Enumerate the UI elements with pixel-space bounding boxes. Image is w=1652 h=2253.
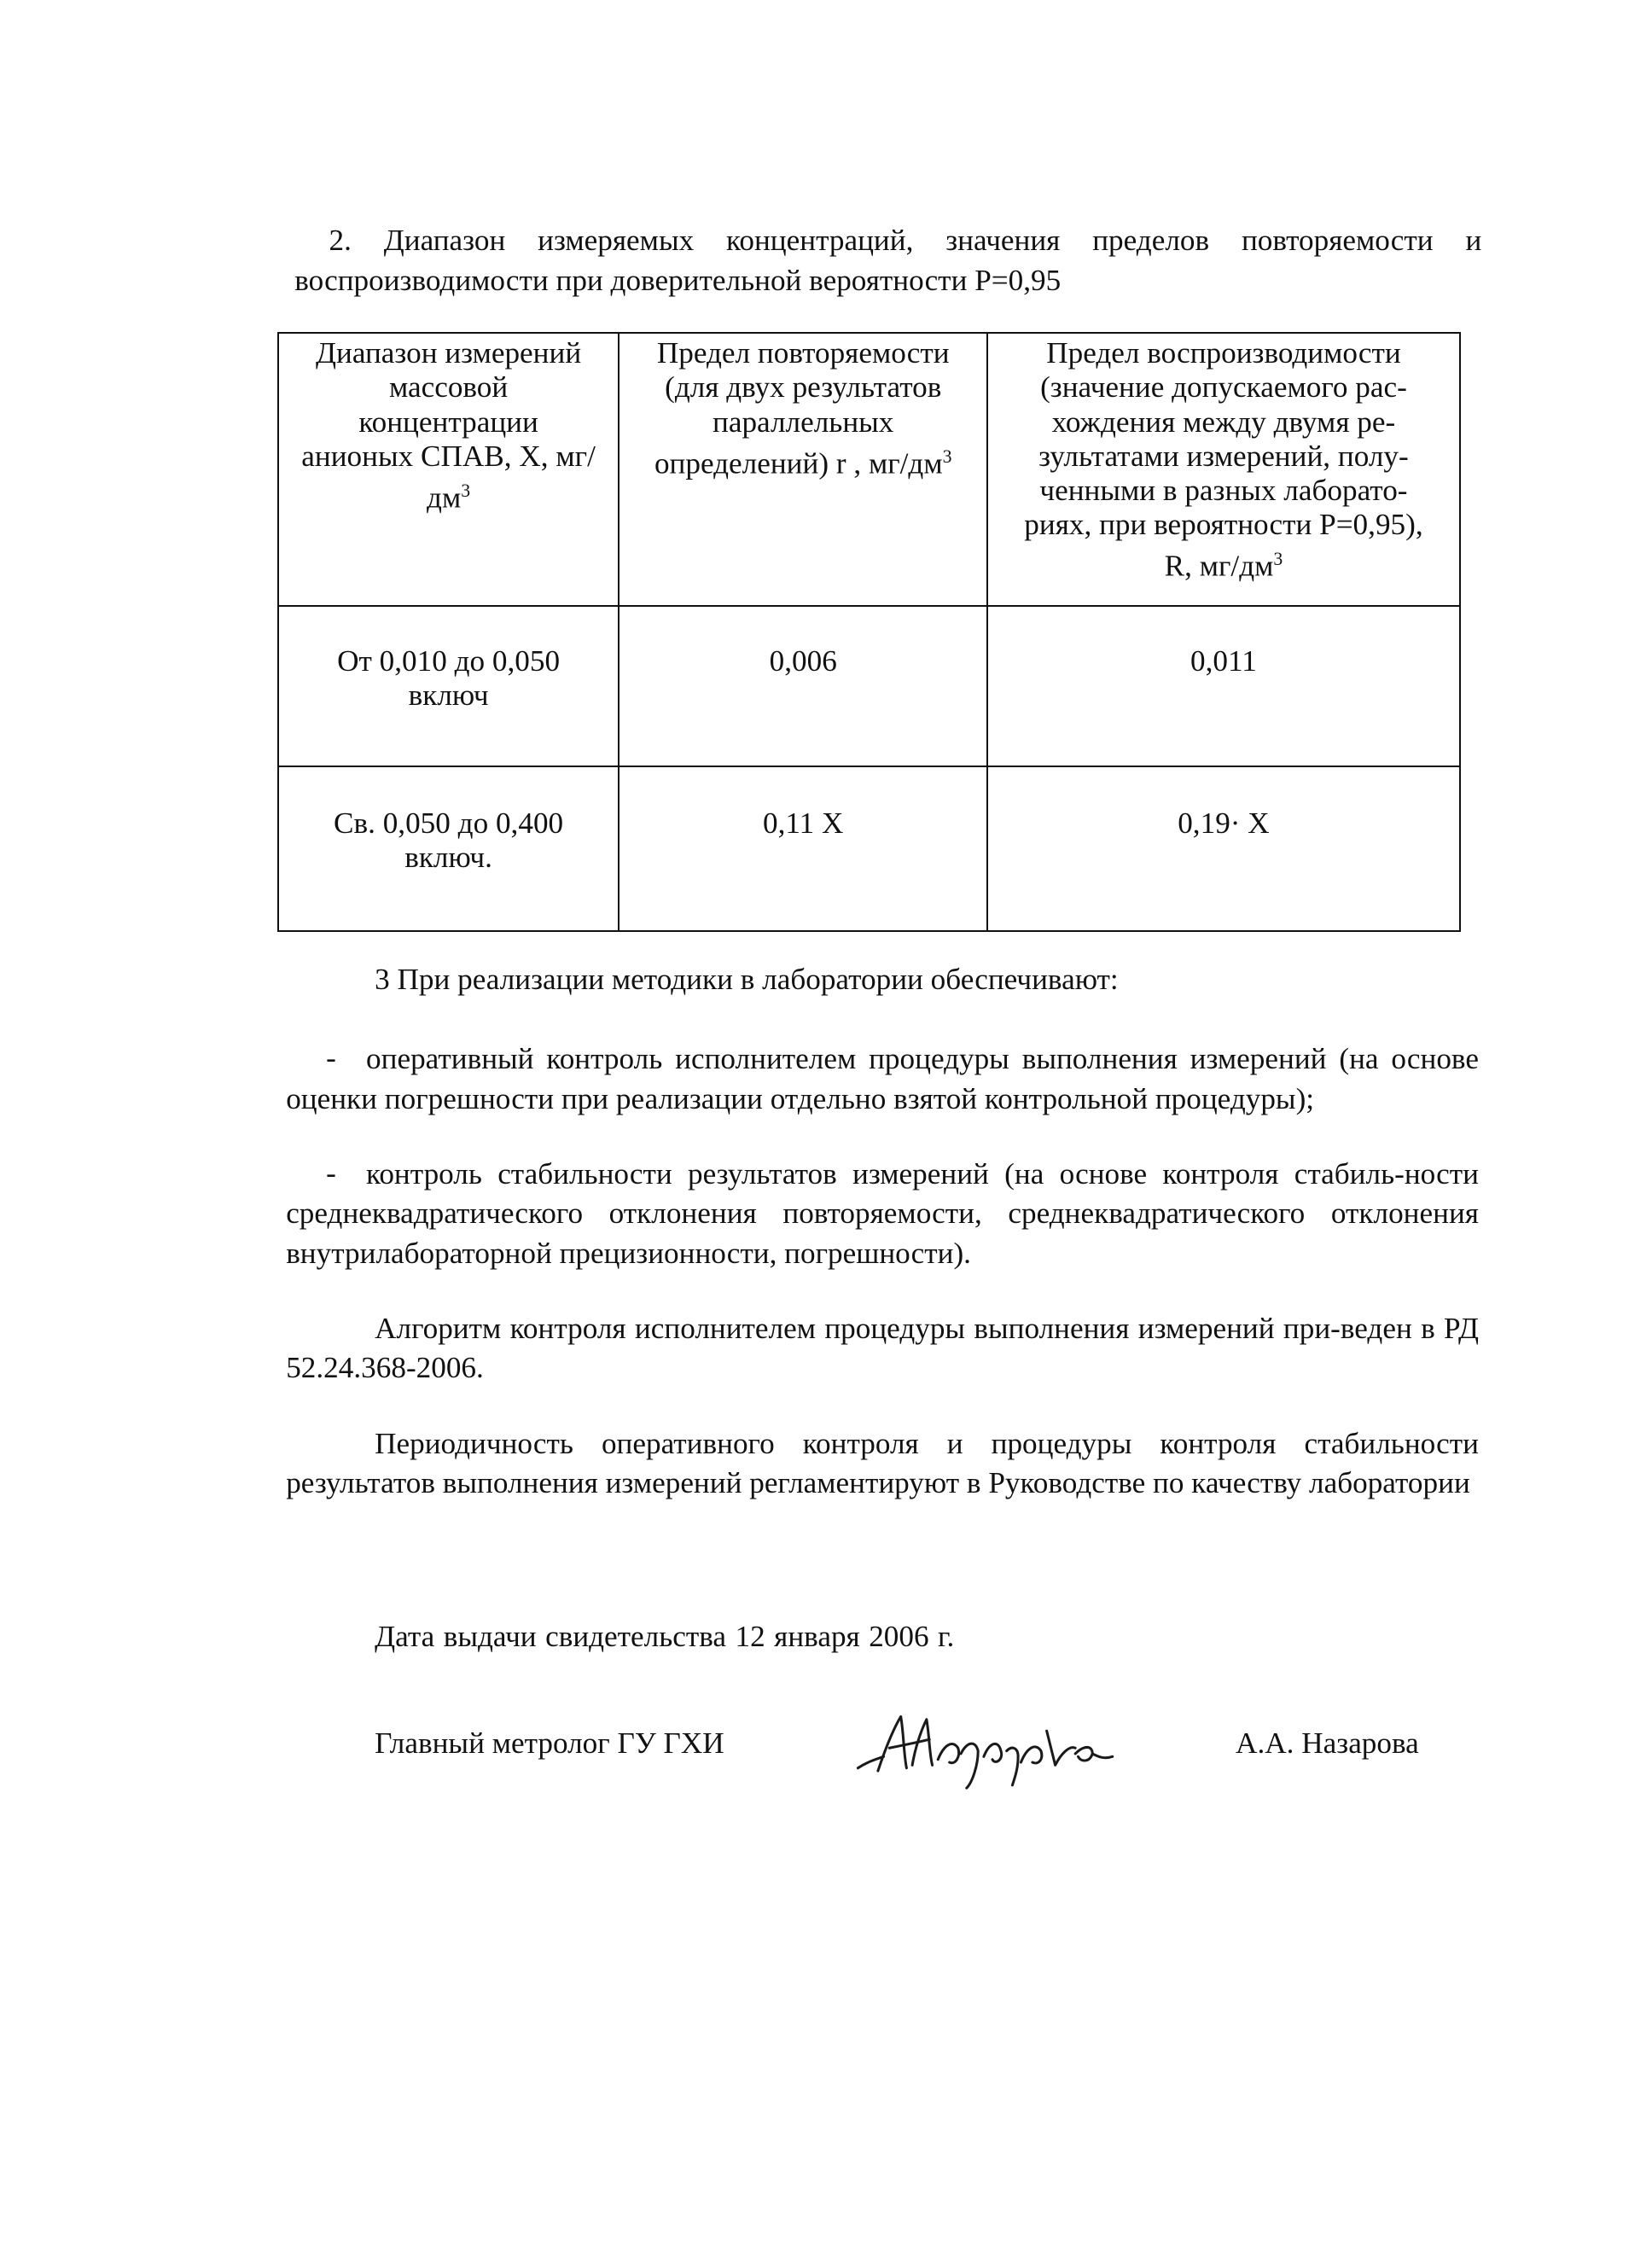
cell-range: Св. 0,050 до 0,400 включ. [278,766,619,931]
header-range-sup: 3 [461,480,471,502]
bullet-item-2: контроль стабильности результатов измерений (на основе контроля стабиль-ности среднеквадратического отклонения повторяемости, среднеквадратического отклонения внутрилабораторной прецизионности, погрешности). [286,1156,1479,1271]
header-repeatability-text: Предел повторяемости (для двух результатов параллельных определений) r , мг/дм [654,336,950,480]
handwritten-signature [846,1705,1132,1791]
signature-block [375,1725,1462,1825]
periodicity-paragraph: Периодичность оперативного контроля и процедуры контроля стабильности результатов выполнения измерений регламентируют в Руководстве по качеству лаборатории [286,1427,1479,1499]
section2-line2: воспроизводимости при доверительной вероятности Р=0,95 [294,263,1062,297]
cell-repeatability: 0,006 [619,606,987,766]
cell-reproducibility: 0,19· Х [987,766,1459,931]
signatory-position: Главный метролог ГУ ГХИ [375,1726,724,1761]
section2-line1: 2. Диапазон измеряемых концентраций, значения пределов повторяемости и [329,223,1482,257]
signatory-name: А.А. Назарова [1236,1726,1419,1761]
section3-title: 3 При реализации методики в лаборатории обеспечивают: [375,963,1119,997]
table-row [278,766,1459,931]
header-repeatability-sup: 3 [942,445,952,467]
bullet-item-1: оперативный контроль исполнителем процедуры выполнения измерений (на основе оценки погрешности при реализации отдельно взятой контрольной процедуры); [286,1042,1479,1116]
issue-date: Дата выдачи свидетельства 12 января 2006 г. [375,1619,955,1653]
table-header-repeatability [619,333,987,606]
header-reproducibility-sup: 3 [1273,549,1283,570]
bullet-mark: - [326,1041,336,1075]
cell-repeatability: 0,11 Х [619,766,987,931]
header-reproducibility-text: Предел воспроизводимости (значение допускаемого рас-хождения между двумя ре-зультатами измерений, полу-ченными в разных лаборато-риях, при вероятности Р=0,95), R, мг/дм [1024,336,1423,584]
table-header-row [278,333,1459,606]
cell-reproducibility: 0,011 [987,606,1459,766]
algorithm-paragraph: Алгоритм контроля исполнителем процедуры выполнения измерений при-веден в РД 52.24.368-2006. [286,1311,1479,1385]
cell-range: От 0,010 до 0,050 включ [278,606,619,766]
table-header-reproducibility [987,333,1459,606]
bullet-mark: - [326,1156,336,1190]
table-row [278,606,1459,766]
precision-table [277,332,1460,932]
header-range-text: Диапазон измерений массовой концентрации анионых СПАВ, Х, мг/дм [301,336,596,515]
table-header-range [278,333,619,606]
